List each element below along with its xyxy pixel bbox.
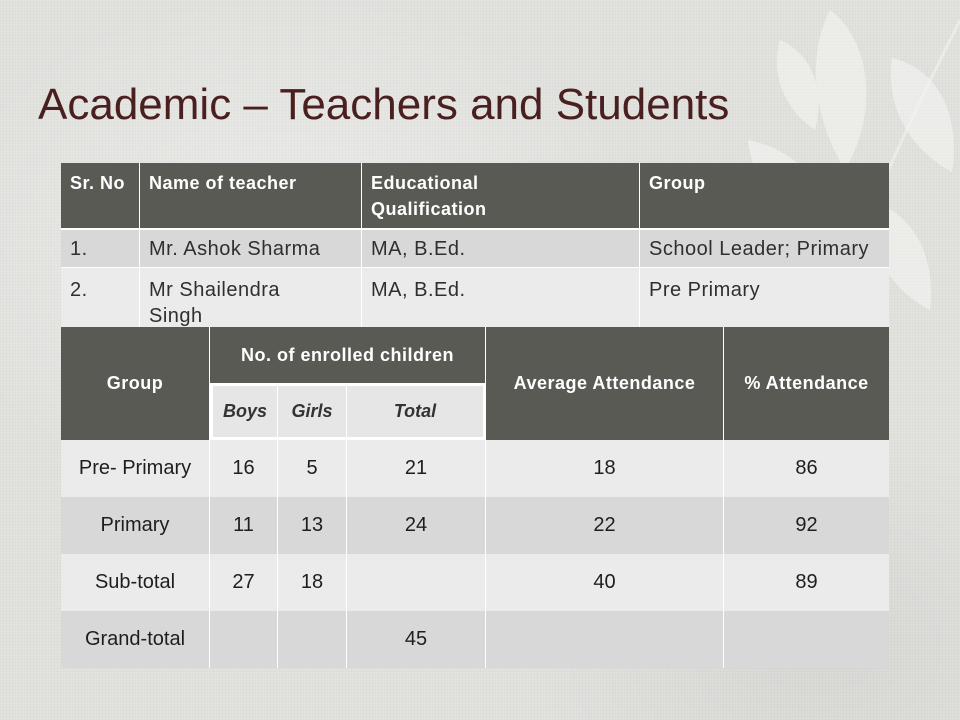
enrollment-row-1-girls: 5 [278,440,347,497]
enrollment-row-1-percent-attendance: 86 [724,440,889,497]
enrollment-row-3-total [347,554,486,611]
enrollment-row-3-average-attendance: 40 [486,554,724,611]
subheader-boys: Boys [210,383,278,440]
header-average-attendance: Average Attendance [486,327,724,440]
enrollment-row-3-group: Sub-total [61,554,210,611]
enrollment-row-4-boys [210,611,278,668]
enrollment-row-2-girls: 13 [278,497,347,554]
enrollment-row-2-percent-attendance: 92 [724,497,889,554]
header-sr-no: Sr. No [61,163,140,230]
enrollment-row-4-girls [278,611,347,668]
teacher-row-1-qualification: MA, B.Ed. [362,230,640,268]
teacher-row-1-name: Mr. Ashok Sharma [140,230,362,268]
enrollment-row-1-total: 21 [347,440,486,497]
slide-title: Academic – Teachers and Students [38,80,730,129]
enrollment-row-4-percent-attendance [724,611,889,668]
teacher-row-1-group: School Leader; Primary [640,230,889,268]
enrollment-row-1-average-attendance: 18 [486,440,724,497]
teacher-row-2-sr-no: 2. [61,268,140,328]
enrollment-row-3-boys: 27 [210,554,278,611]
enrollment-row-1-boys: 16 [210,440,278,497]
enrollment-row-1-group: Pre- Primary [61,440,210,497]
teachers-table [61,163,889,328]
header-enrolled-children: No. of enrolled children [210,327,486,383]
enrollment-row-2-group: Primary [61,497,210,554]
teacher-row-1-sr-no: 1. [61,230,140,268]
teacher-row-2-name: Mr Shailendra Singh [140,268,362,328]
enrollment-table [61,327,889,668]
enrollment-row-2-total: 24 [347,497,486,554]
teacher-row-2-qualification: MA, B.Ed. [362,268,640,328]
subheader-total: Total [347,383,486,440]
teacher-row-2-group: Pre Primary [640,268,889,328]
header-teacher-group: Group [640,163,889,230]
header-qualification: Educational Qualification [362,163,640,230]
enrollment-row-3-girls: 18 [278,554,347,611]
enrollment-row-4-total: 45 [347,611,486,668]
header-percent-attendance: % Attendance [724,327,889,440]
enrollment-row-2-average-attendance: 22 [486,497,724,554]
header-teacher-name: Name of teacher [140,163,362,230]
enrollment-row-4-average-attendance [486,611,724,668]
subheader-girls: Girls [278,383,347,440]
header-group: Group [61,327,210,440]
enrollment-row-3-percent-attendance: 89 [724,554,889,611]
enrollment-row-2-boys: 11 [210,497,278,554]
enrollment-row-4-group: Grand-total [61,611,210,668]
